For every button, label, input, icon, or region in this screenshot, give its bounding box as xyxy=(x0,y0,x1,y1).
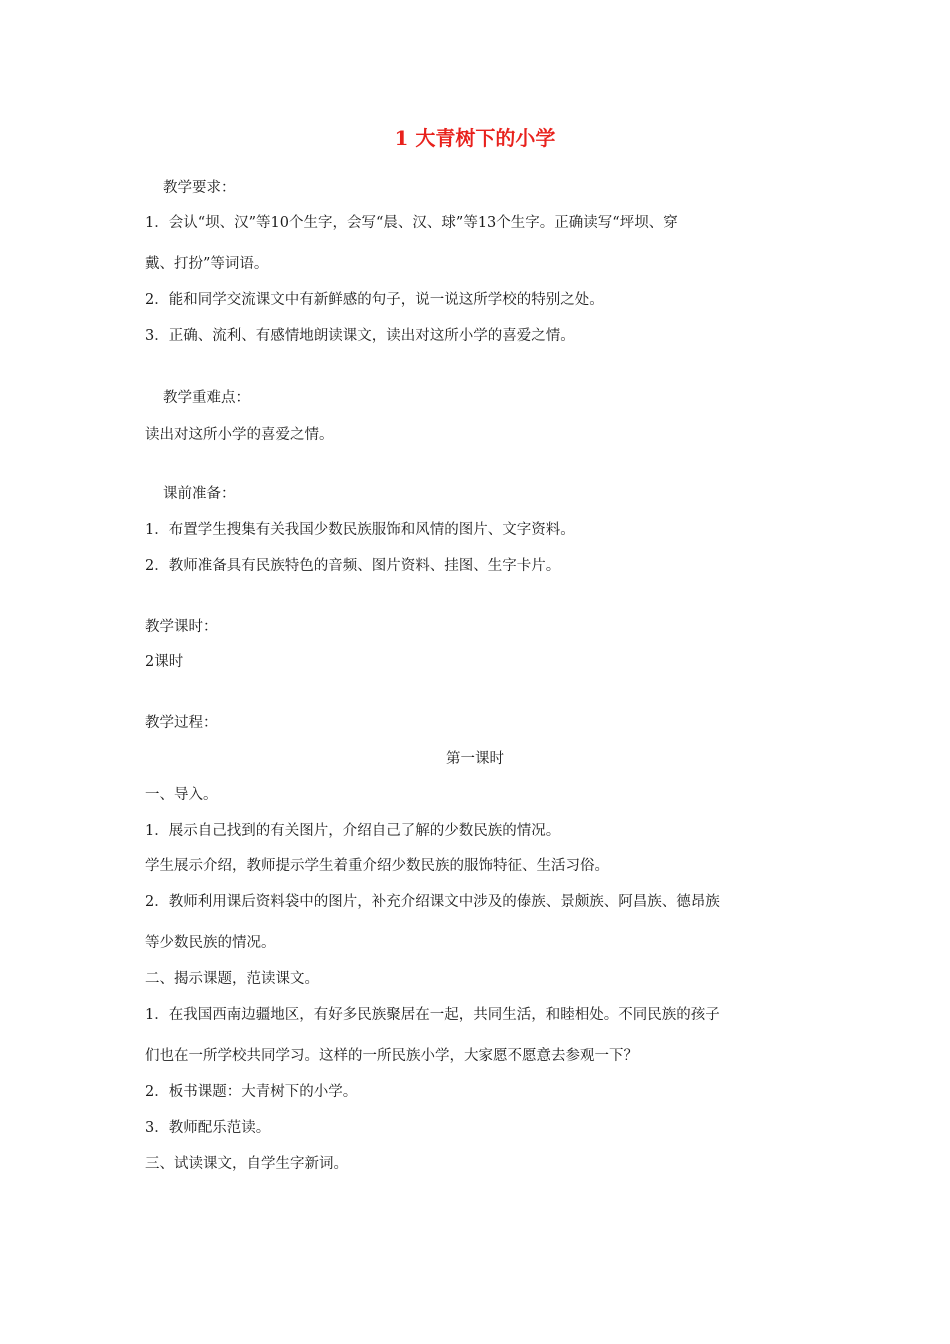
preparation-1: 1．布置学生搜集有关我国少数民族服饰和风情的图片、文字资料。 xyxy=(145,522,575,538)
section-2-item-3: 3．教师配乐范读。 xyxy=(145,1120,271,1136)
section-1-item-2-line-1: 2．教师利用课后资料袋中的图片，补充介绍课文中涉及的傣族、景颇族、阿昌族、德昂族 xyxy=(145,894,720,910)
section-1-item-2-line-2: 等少数民族的情况。 xyxy=(145,935,276,951)
section-2-item-1-line-2: 们也在一所学校共同学习。这样的一所民族小学，大家愿不愿意去参观一下？ xyxy=(145,1048,638,1064)
key-points-heading: 教学重难点： xyxy=(163,390,250,406)
section-2-item-2: 2．板书课题：大青树下的小学。 xyxy=(145,1084,358,1100)
requirement-3: 3．正确、流利、有感情地朗读课文，读出对这所小学的喜爱之情。 xyxy=(145,328,575,344)
section-2-item-1-line-1: 1．在我国西南边疆地区，有好多民族聚居在一起，共同生活，和睦相处。不同民族的孩子 xyxy=(145,1007,720,1023)
section-1-note: 学生展示介绍，教师提示学生着重介绍少数民族的服饰特征、生活习俗。 xyxy=(145,858,609,874)
requirement-1-line-1: 1．会认“坝、汉”等10个生字，会写“晨、汉、球”等13个生字。正确读写“坪坝、穿 xyxy=(145,215,678,231)
lesson-title: 1 大青树下的小学 xyxy=(394,126,556,150)
requirements-heading: 教学要求： xyxy=(163,180,236,196)
requirement-1-line-2: 戴、打扮”等词语。 xyxy=(145,256,269,272)
section-1-item-1: 1．展示自己找到的有关图片，介绍自己了解的少数民族的情况。 xyxy=(145,823,561,839)
requirement-2: 2．能和同学交流课文中有新鲜感的句子，说一说这所学校的特别之处。 xyxy=(145,292,604,308)
process-heading: 教学过程： xyxy=(145,715,218,731)
key-points-text: 读出对这所小学的喜爱之情。 xyxy=(145,427,334,443)
class-hours-text: 2课时 xyxy=(145,654,184,670)
preparation-2: 2．教师准备具有民族特色的音频、图片资料、挂图、生字卡片。 xyxy=(145,558,561,574)
preparation-heading: 课前准备： xyxy=(163,486,236,502)
section-1-heading: 一、导入。 xyxy=(145,787,218,803)
lesson-period-title: 第一课时 xyxy=(446,751,504,767)
class-hours-heading: 教学课时： xyxy=(145,619,218,635)
section-3-heading: 三、试读课文，自学生字新词。 xyxy=(145,1156,348,1172)
section-2-heading: 二、揭示课题，范读课文。 xyxy=(145,971,319,987)
